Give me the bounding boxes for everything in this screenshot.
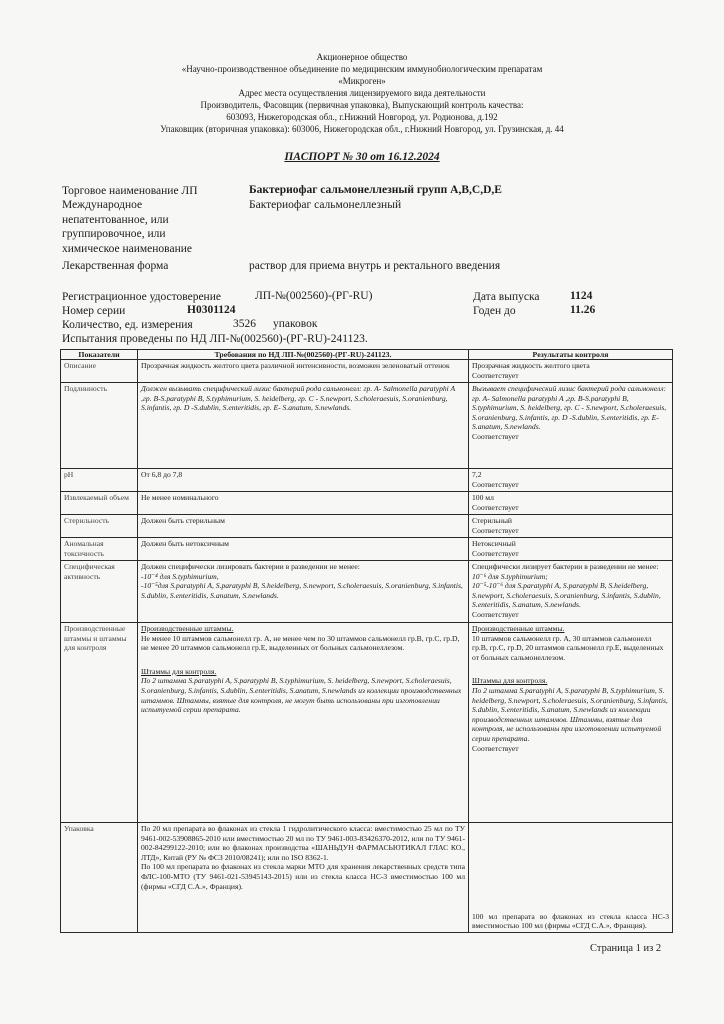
result-text: 10⁻⁶ для S.typhimurium; [472,571,548,581]
expiry-label: Годен до [473,305,516,317]
inn-label-line: группировочное, или [62,228,166,240]
requirement-text: По 20 мл препарата во флаконах из стекла 1 гидролитического класса: вместимостью 25 мл по ТУ 9461-002-53908865-2010 или вместимостью 20 мл по ТУ 9461-003-83426370-2012, или по ТУ 9461-002-84299122-2010; или во флаконах производства «ШАНЬДУН ФАРМАСЬЮТИКАЛ ГЛАС КО., ЛТД», Китай (РУ № ФСЗ 2010/08241); или по ISO 8362-1. [141,824,465,862]
table-row [61,515,673,538]
table-row [61,383,673,469]
parameter-cell: Аномальная токсичность [61,538,138,561]
requirement-text: -10⁻⁴ для S.typhimurium, [141,571,219,581]
parameter-cell: pH [61,469,138,492]
table-row [61,623,673,823]
quantity-value: 3526 [233,318,256,330]
table-header-row [61,350,673,360]
result-cell [469,623,673,823]
requirement-cell: Должен быть нетоксичным [138,538,469,561]
tests-standard: Испытания проведены по НД ЛП-№(002560)-(РГ-RU)-241123. [62,333,368,345]
requirement-cell: Прозрачная жидкость желтого цвета различной интенсивности, возможен зеленоватый оттенок [138,360,469,383]
manufacturer-header [0,51,724,135]
result-text: Вызывает специфический лизис бактерий рода сальмонелл: гр. A- Salmonella paratyphi A ,гр. B-S.paratyphi B, S.typhimurium, S. heidelberg, гр. C - S.newport, S.choleraesuis, S.oranienburg, S.infantis, гр. D -S.dublin, S.enteritidis, гр. E- S.anatum, S.newlands. [472,384,667,432]
result-verdict: Соответствует [472,548,519,558]
issue-date-value: 1124 [570,290,593,302]
subheading: Штаммы для контроля. [141,666,217,676]
requirement-cell [138,623,469,823]
result-verdict: Соответствует [472,743,519,753]
result-verdict: Соответствует [472,479,519,489]
issue-date-label: Дата выпуска [473,291,540,303]
company-brand: «Микроген» [338,76,386,86]
dosage-form-label: Лекарственная форма [62,260,169,272]
table-row [61,538,673,561]
inn-label-line: непатентованное, или [62,213,169,226]
table-row [61,823,673,933]
result-text: 100 мл препарата во флаконах из стекла класса НС-3 вместимостью 100 мл (фирмы «СГД С.А.», Франция). [472,911,669,931]
inn-label [62,198,192,256]
table-row [61,492,673,515]
dosage-form-value: раствор для приема внутрь и ректального введения [249,260,501,272]
quality-control-table [60,349,673,933]
result-text: По 2 штамма S.paratyphi A, S.paratyphi B, S.typhimurium, S. heidelberg, S.newport, S.choleraesuis, S.oranienburg, S.infantis, S.dublin, S.enteritidis, S.anatum, S.newlands из коллекции производственных штаммов. Штаммы, взятые для контроля, не использованы при изготовлении испытуемой серии препарата. [472,685,668,743]
column-header: Требования по НД ЛП-№(002560)-(РГ-RU)-241123. [138,350,469,360]
result-cell [469,823,673,933]
parameter-cell: Упаковка [61,823,138,933]
registration-value: ЛП-№(002560)-(РГ-RU) [255,290,373,302]
trade-name-label: Торговое наименование ЛП [62,185,198,197]
parameter-cell: Извлекаемый объем [61,492,138,515]
requirement-text: По 2 штамма S.paratyphi A, S.paratyphi B, S.typhimurium, S. heidelberg, S.newport, S.choleraesuis, S.oranienburg, S.infantis, S.dublin, S.enteritidis, S.anatum, S.newlands из коллекции производственных штаммов. Штаммы, взятые для контроля, не могут быть использованы при изготовлении испытуемой серии препарата. [141,676,462,715]
inn-label-line: химическое наименование [62,242,192,255]
packer-address: Упаковщик (вторичная упаковка): 603006, Нижегородская обл., г.Нижний Новгород, ул. Грузинская, д. 44 [160,124,564,134]
result-text: 10 штаммов сальмонелл гр. А, 30 штаммов сальмонелл гр.В, гр.С, гр.D, 20 штаммов сальмонелл гр.Е, выделенных от больных сальмонеллезом. [472,633,664,662]
result-verdict: Соответствует [472,431,519,441]
result-cell [469,383,673,469]
requirement-cell [138,561,469,623]
producer-roles: Производитель, Фасовщик (первичная упаковка), Выпускающий контроль качества: [200,100,524,110]
subheading: Производственные штаммы. [141,624,234,633]
requirement-cell [138,823,469,933]
result-verdict: Соответствует [472,609,519,619]
table-row [61,561,673,623]
requirement-text: -10⁻⁵для S.paratyphi A, S.paratyphi B, S.heidelberg, S.newport, S.choleraesuis, S.oranienburg, S.infantis, S.dublin, S.enteritidis, S.anatum, S.newlands. [141,581,463,600]
result-text: Прозрачная жидкость желтого цвета [472,361,590,370]
inn-label-line: Международное [62,199,143,211]
result-verdict: Соответствует [472,370,519,380]
parameter-cell: Производственные штаммы и штаммы для контроля [61,623,138,823]
requirement-cell: Должен вызывать специфический лизис бактерий рода сальмонелл: гр. A- Salmonella paratyphi A ,гр. B-S.paratyphi B, S.typhimurium, S. heidelberg, гр. C - S.newport, S.choleraesuis, S.oranienburg, S.infantis, гр. D -S.dublin, S.enteritidis, гр. E- S.anatum, S.newlands. [138,383,469,469]
parameter-cell: Стерильность [61,515,138,538]
table-row [61,469,673,492]
requirement-text: Не менее 10 штаммов сальмонелл гр. А, не менее чем по 30 штаммов сальмонелл гр.В, гр.С, гр.D, не менее 20 штаммов сальмонелл гр.Е, выделенных от больных сальмонеллезом. [141,633,460,653]
parameter-cell: Подлинность [61,383,138,469]
result-text: Специфически лизирует бактерии в разведении не менее: [472,562,659,571]
subheading: Штаммы для контроля. [472,676,548,686]
quantity-unit: упаковок [273,318,318,330]
registration-label: Регистрационное удостоверение [62,291,221,303]
result-cell [469,360,673,383]
requirement-cell: Должен быть стерильным [138,515,469,538]
producer-address: 603093, Нижегородская обл., г.Нижний Новгород, ул. Родионова, д.192 [226,112,498,122]
result-cell [469,561,673,623]
column-header: Результаты контроля [469,350,673,360]
series-value: Н0301124 [187,304,236,316]
expiry-value: 11.26 [570,304,596,316]
address-title: Адрес места осуществления лицензируемого вида деятельности [238,88,486,98]
result-cell [469,492,673,515]
parameter-cell: Специфическая активность [61,561,138,623]
subheading: Производственные штаммы. [472,624,565,633]
passport-title: ПАСПОРТ № 30 от 16.12.2024 [284,151,440,163]
parameter-cell: Описание [61,360,138,383]
result-cell [469,469,673,492]
series-label: Номер серии [62,305,126,317]
quantity-label: Количество, ед. измерения [62,319,193,331]
company-type: Акционерное общество [316,52,408,62]
requirement-cell: От 6,8 до 7,8 [138,469,469,492]
page-number: Страница 1 из 2 [590,943,662,954]
result-text: 10⁻⁵-10⁻⁶ для S.paratyphi A, S.paratyphi B, S.heidelberg, S.newport, S.choleraesuis, S.oranienburg, S.infantis, S.dublin, S.enteritidis, S.anatum, S.newlands. [472,581,661,610]
result-text: Нетоксичный [472,539,516,548]
requirement-text: По 100 мл препарата во флаконах из стекла марки МТО для хранения лекарственных средств типа ФЛС-100-МТО (ТУ 9461-021-53945143-2015) или из стекла класса НС-3 вместимостью 100 мл (фирмы «СГД С.А.», Франция). [141,862,465,891]
column-header: Показатели [61,350,138,360]
inn-value: Бактериофаг сальмонеллезный [249,199,402,211]
result-cell [469,515,673,538]
requirement-cell: Не менее номинального [138,492,469,515]
requirement-text: Должен специфически лизировать бактерии в разведении не менее: [141,562,360,571]
result-text: 100 мл [472,493,494,502]
trade-name-value: Бактериофаг сальмонеллезный групп А,В,С,D,E [249,184,502,196]
result-cell [469,538,673,561]
result-verdict: Соответствует [472,502,519,512]
table-row [61,360,673,383]
result-text: 7,2 [472,470,482,479]
company-name: «Научно-производственное объединение по медицинским иммунобиологическим препаратам [181,64,543,74]
result-verdict: Соответствует [472,525,519,535]
result-text: Стерильный [472,516,512,525]
